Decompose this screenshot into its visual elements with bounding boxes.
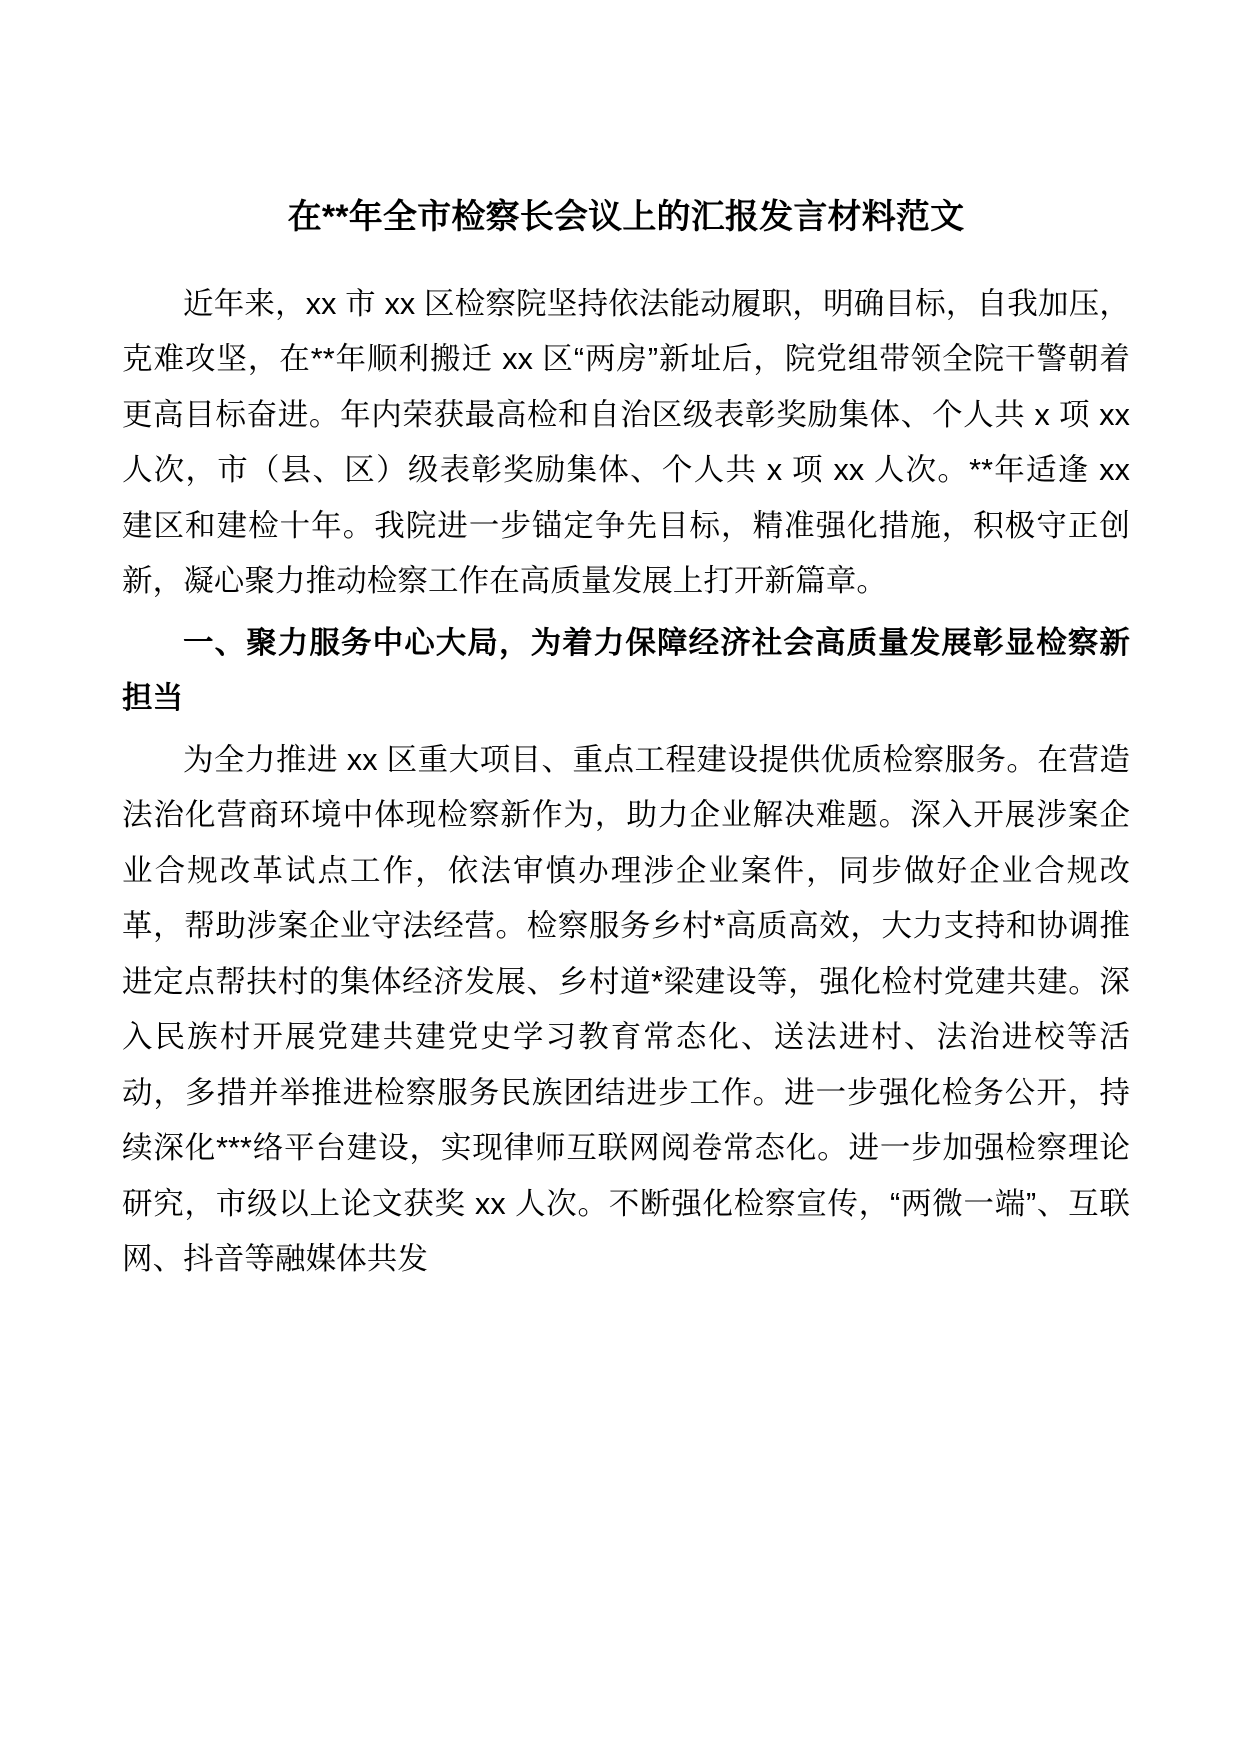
section-heading-one: 一、聚力服务中心大局，为着力保障经济社会高质量发展彰显检察新担当 (122, 625, 1130, 715)
document-content-column (122, 0, 1130, 1288)
paragraph-section-one-body: 为全力推进 xx 区重大项目、重点工程建设提供优质检察服务。在营造法治化营商环境中体现检察新作为，助力企业解决难题。深入开展涉案企业合规改革试点工作，依法审慎办理涉企业案件，同步做好企业合规改革，帮助涉案企业守法经营。检察服务乡村*高质高效，大力支持和协调推进定点帮扶村的集体经济发展、乡村道*梁建设等，强化检村党建共建。深入民族村开展党建共建党史学习教育常态化、送法进村、法治进校等活动，多措并举推进检察服务民族团结进步工作。进一步强化检务公开，持续深化***络平台建设，实现律师互联网阅卷常态化。进一步加强检察理论研究，市级以上论文获奖 xx 人次。不断强化检察宣传，“两微一端”、互联网、抖音等融媒体共发 (122, 742, 1130, 1276)
page-title: 在**年全市检察长会议上的汇报发言材料范文 (287, 198, 965, 236)
paragraph-intro: 近年来，xx 市 xx 区检察院坚持依法能动履职，明确目标，自我加压，克难攻坚，在**年顺利搬迁 xx 区“两房”新址后，院党组带领全院干警朝着更高目标奋进。年内荣获最高检和自治区级表彰奖励集体、个人共 x 项 xx 人次，市（县、区）级表彰奖励集体、个人共 x 项 xx 人次。**年适逢 xx 建区和建检十年。我院进一步锚定争先目标，精准强化措施，积极守正创新，凝心聚力推动检察工作在高质量发展上打开新篇章。 (122, 286, 1130, 598)
